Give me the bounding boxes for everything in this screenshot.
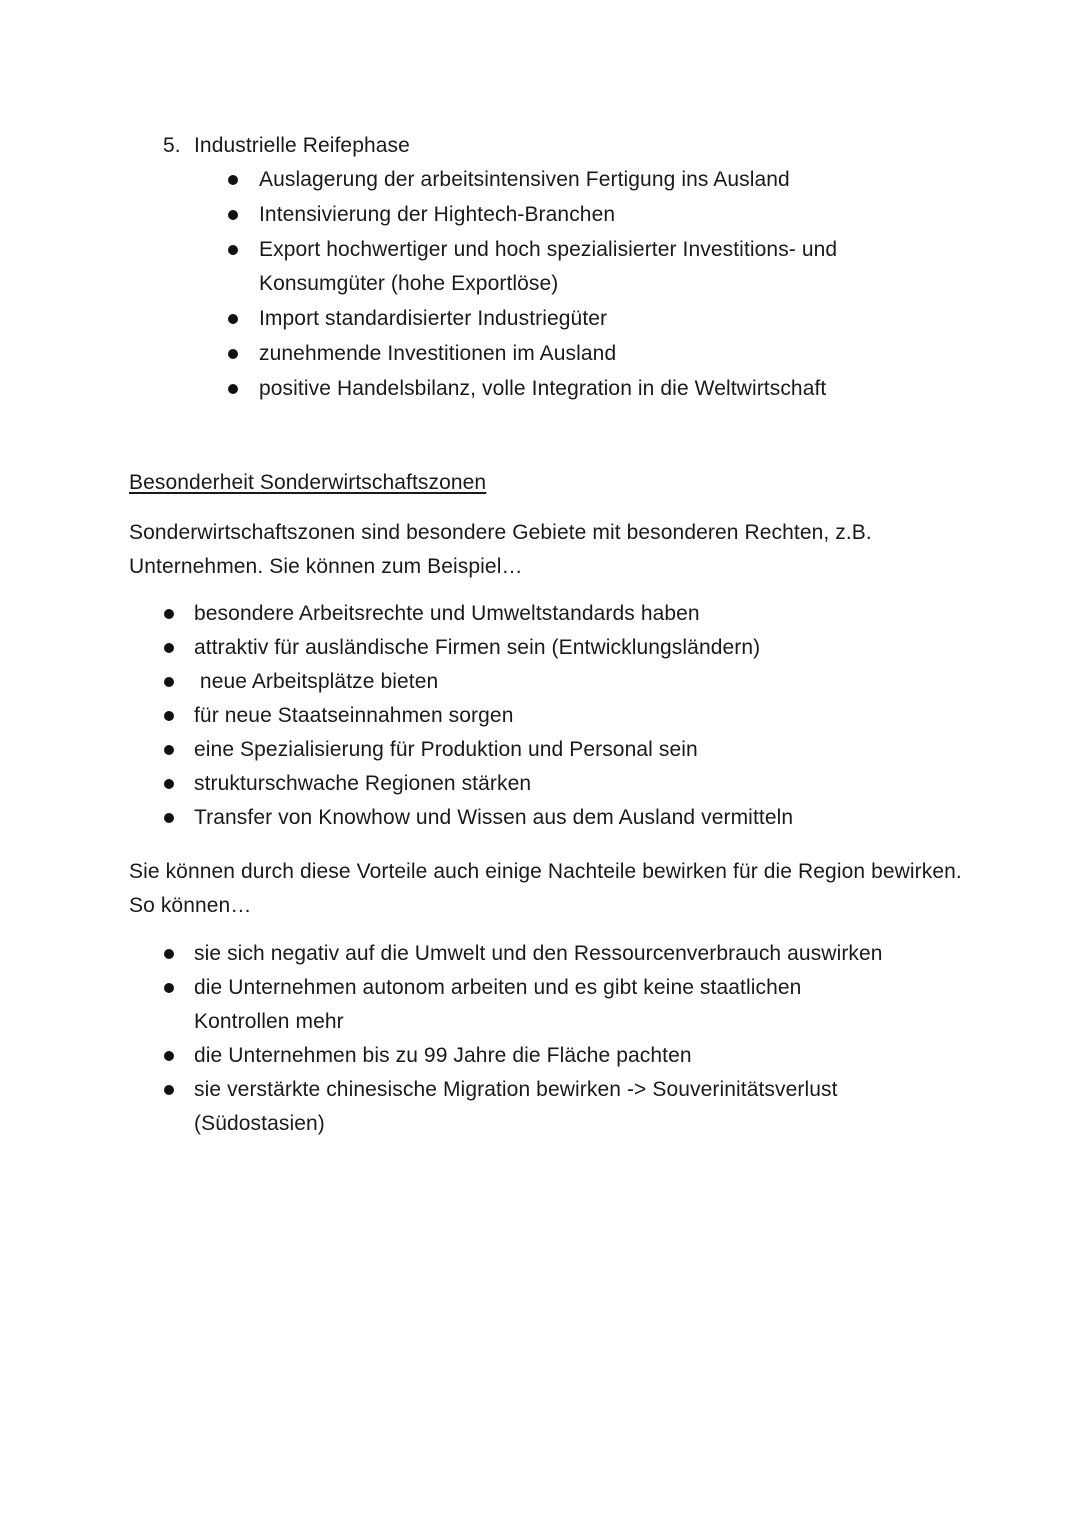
list-item-text: Auslagerung der arbeitsintensiven Fertigung ins Ausland	[259, 168, 790, 191]
bullet-icon	[164, 711, 174, 721]
bullet-icon	[228, 210, 238, 220]
list-item-text: für neue Staatseinnahmen sorgen	[194, 704, 514, 727]
phase-bullet-list	[259, 163, 959, 407]
list-item	[194, 937, 974, 971]
bullet-icon	[164, 677, 174, 687]
list-item-text: Import standardisierter Industriegüter	[259, 307, 608, 330]
bullet-icon	[164, 813, 174, 823]
bullet-icon	[228, 349, 238, 359]
list-item	[259, 198, 959, 232]
list-item-text: sie sich negativ auf die Umwelt und den Ressourcenverbrauch auswirken	[194, 942, 883, 965]
list-item	[194, 801, 994, 835]
disadvantages-list	[194, 937, 974, 1141]
list-item	[194, 597, 994, 631]
list-item	[259, 337, 959, 371]
list-item	[194, 1073, 914, 1141]
list-item	[259, 302, 959, 336]
bullet-icon	[164, 1051, 174, 1061]
list-item	[194, 699, 994, 733]
phase-heading	[163, 129, 410, 163]
list-item	[259, 163, 959, 197]
list-item	[259, 372, 959, 406]
bullet-icon	[164, 983, 174, 993]
bullet-icon	[164, 1085, 174, 1095]
list-item-text: neue Arbeitsplätze bieten	[194, 670, 439, 693]
list-item	[194, 631, 994, 665]
bullet-icon	[164, 609, 174, 619]
list-item-text: eine Spezialisierung für Produktion und Personal sein	[194, 738, 698, 761]
list-item-text: attraktiv für ausländische Firmen sein (Entwicklungsländern)	[194, 636, 761, 659]
list-item	[194, 1039, 974, 1073]
list-item	[194, 665, 994, 699]
intro-paragraph: Sonderwirtschaftszonen sind besondere Gebiete mit besonderen Rechten, z.B. Unternehmen. Sie können zum Beispiel…	[129, 521, 872, 578]
phase-title: Industrielle Reifephase	[194, 134, 410, 157]
bullet-icon	[164, 779, 174, 789]
list-item-text: Export hochwertiger und hoch spezialisierter Investitions- und Konsumgüter (hohe Exportlöse)	[259, 238, 838, 295]
list-item-text: strukturschwache Regionen stärken	[194, 772, 532, 795]
list-item-text: sie verstärkte chinesische Migration bewirken -> Souverinitätsverlust (Südostasien)	[194, 1078, 838, 1135]
advantages-list	[194, 597, 994, 835]
list-item-text: zunehmende Investitionen im Ausland	[259, 342, 617, 365]
list-item-text: Transfer von Knowhow und Wissen aus dem Ausland vermitteln	[194, 806, 794, 829]
list-item-text: Intensivierung der Hightech-Branchen	[259, 203, 616, 226]
bullet-icon	[164, 745, 174, 755]
effects-paragraph: Sie können durch diese Vorteile auch einige Nachteile bewirken für die Region bewirken. So können…	[129, 860, 962, 917]
list-item-text: die Unternehmen bis zu 99 Jahre die Fläche pachten	[194, 1044, 692, 1067]
bullet-icon	[228, 245, 238, 255]
phase-number: 5.	[163, 134, 181, 157]
list-item	[194, 733, 994, 767]
list-item	[194, 767, 994, 801]
bullet-icon	[228, 314, 238, 324]
list-item-text: positive Handelsbilanz, volle Integration in die Weltwirtschaft	[259, 377, 827, 400]
bullet-icon	[228, 384, 238, 394]
bullet-icon	[228, 175, 238, 185]
list-item-text: besondere Arbeitsrechte und Umweltstandards haben	[194, 602, 700, 625]
list-item	[259, 233, 909, 301]
bullet-icon	[164, 643, 174, 653]
list-item	[194, 971, 894, 1039]
bullet-icon	[164, 949, 174, 959]
section-title: Besonderheit Sonderwirtschaftszonen	[129, 471, 487, 494]
list-item-text: die Unternehmen autonom arbeiten und es gibt keine staatlichen Kontrollen mehr	[194, 976, 802, 1033]
